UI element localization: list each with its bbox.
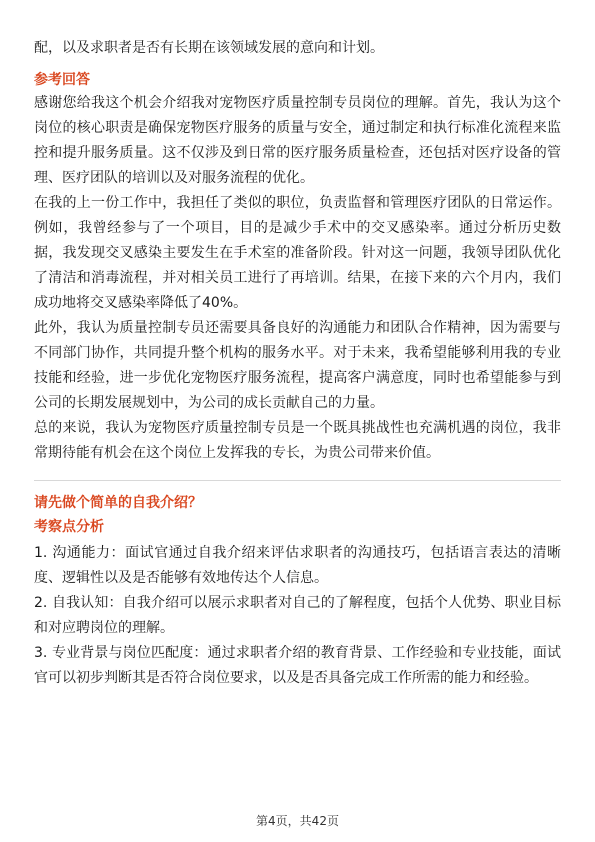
answer-paragraph: 总的来说，我认为宠物医疗质量控制专员是一个既具挑战性也充满机遇的岗位，我非常期待能有机会在这个岗位上发挥我的专长，为贵公司带来价值。 (34, 420, 561, 461)
analysis-heading: 考察点分析 (34, 519, 104, 535)
question-heading: 请先做个简单的自我介绍？ (34, 495, 202, 511)
answer-heading: 参考回答 (34, 72, 90, 88)
analysis-point: 1. 沟通能力：面试官通过自我介绍来评估求职者的沟通技巧，包括语言表达的清晰度、逻辑性以及是否能够有效地传达个人信息。 (34, 545, 561, 586)
intro-tail-text: 配，以及求职者是否有长期在该领域发展的意向和计划。 (34, 40, 384, 56)
analysis-point: 3. 专业背景与岗位匹配度：通过求职者介绍的教育背景、工作经验和专业技能，面试官可以初步判断其是否符合岗位要求，以及是否具备完成工作所需的能力和经验。 (34, 645, 561, 686)
page-content (34, 36, 561, 691)
answer-paragraph: 在我的上一份工作中，我担任了类似的职位，负责监督和管理医疗团队的日常运作。例如，我曾经参与了一个项目，目的是减少手术中的交叉感染率。通过分析历史数据，我发现交叉感染主要发生在手术室的准备阶段。针对这一问题，我领导团队优化了清洁和消毒流程，并对相关员工进行了再培训。结果，在接下来的六个月内，我们成功地将交叉感染率降低了40%。 (34, 195, 561, 311)
page-number-footer: 第4页，共42页 (256, 814, 339, 828)
answer-paragraph: 此外，我认为质量控制专员还需要具备良好的沟通能力和团队合作精神，因为需要与不同部门协作，共同提升整个机构的服务水平。对于未来，我希望能够利用我的专业技能和经验，进一步优化宠物医疗服务流程，提高客户满意度，同时也希望能参与到公司的长期发展规划中，为公司的成长贡献自己的力量。 (34, 320, 561, 411)
section-divider (34, 480, 561, 481)
analysis-point: 2. 自我认知：自我介绍可以展示求职者对自己的了解程度，包括个人优势、职业目标和对应聘岗位的理解。 (34, 595, 561, 636)
answer-paragraph: 感谢您给我这个机会介绍我对宠物医疗质量控制专员岗位的理解。首先，我认为这个岗位的核心职责是确保宠物医疗服务的质量与安全，通过制定和执行标准化流程来监控和提升服务质量。这不仅涉及到日常的医疗服务质量检查，还包括对医疗设备的管理、医疗团队的培训以及对服务流程的优化。 (34, 95, 561, 186)
